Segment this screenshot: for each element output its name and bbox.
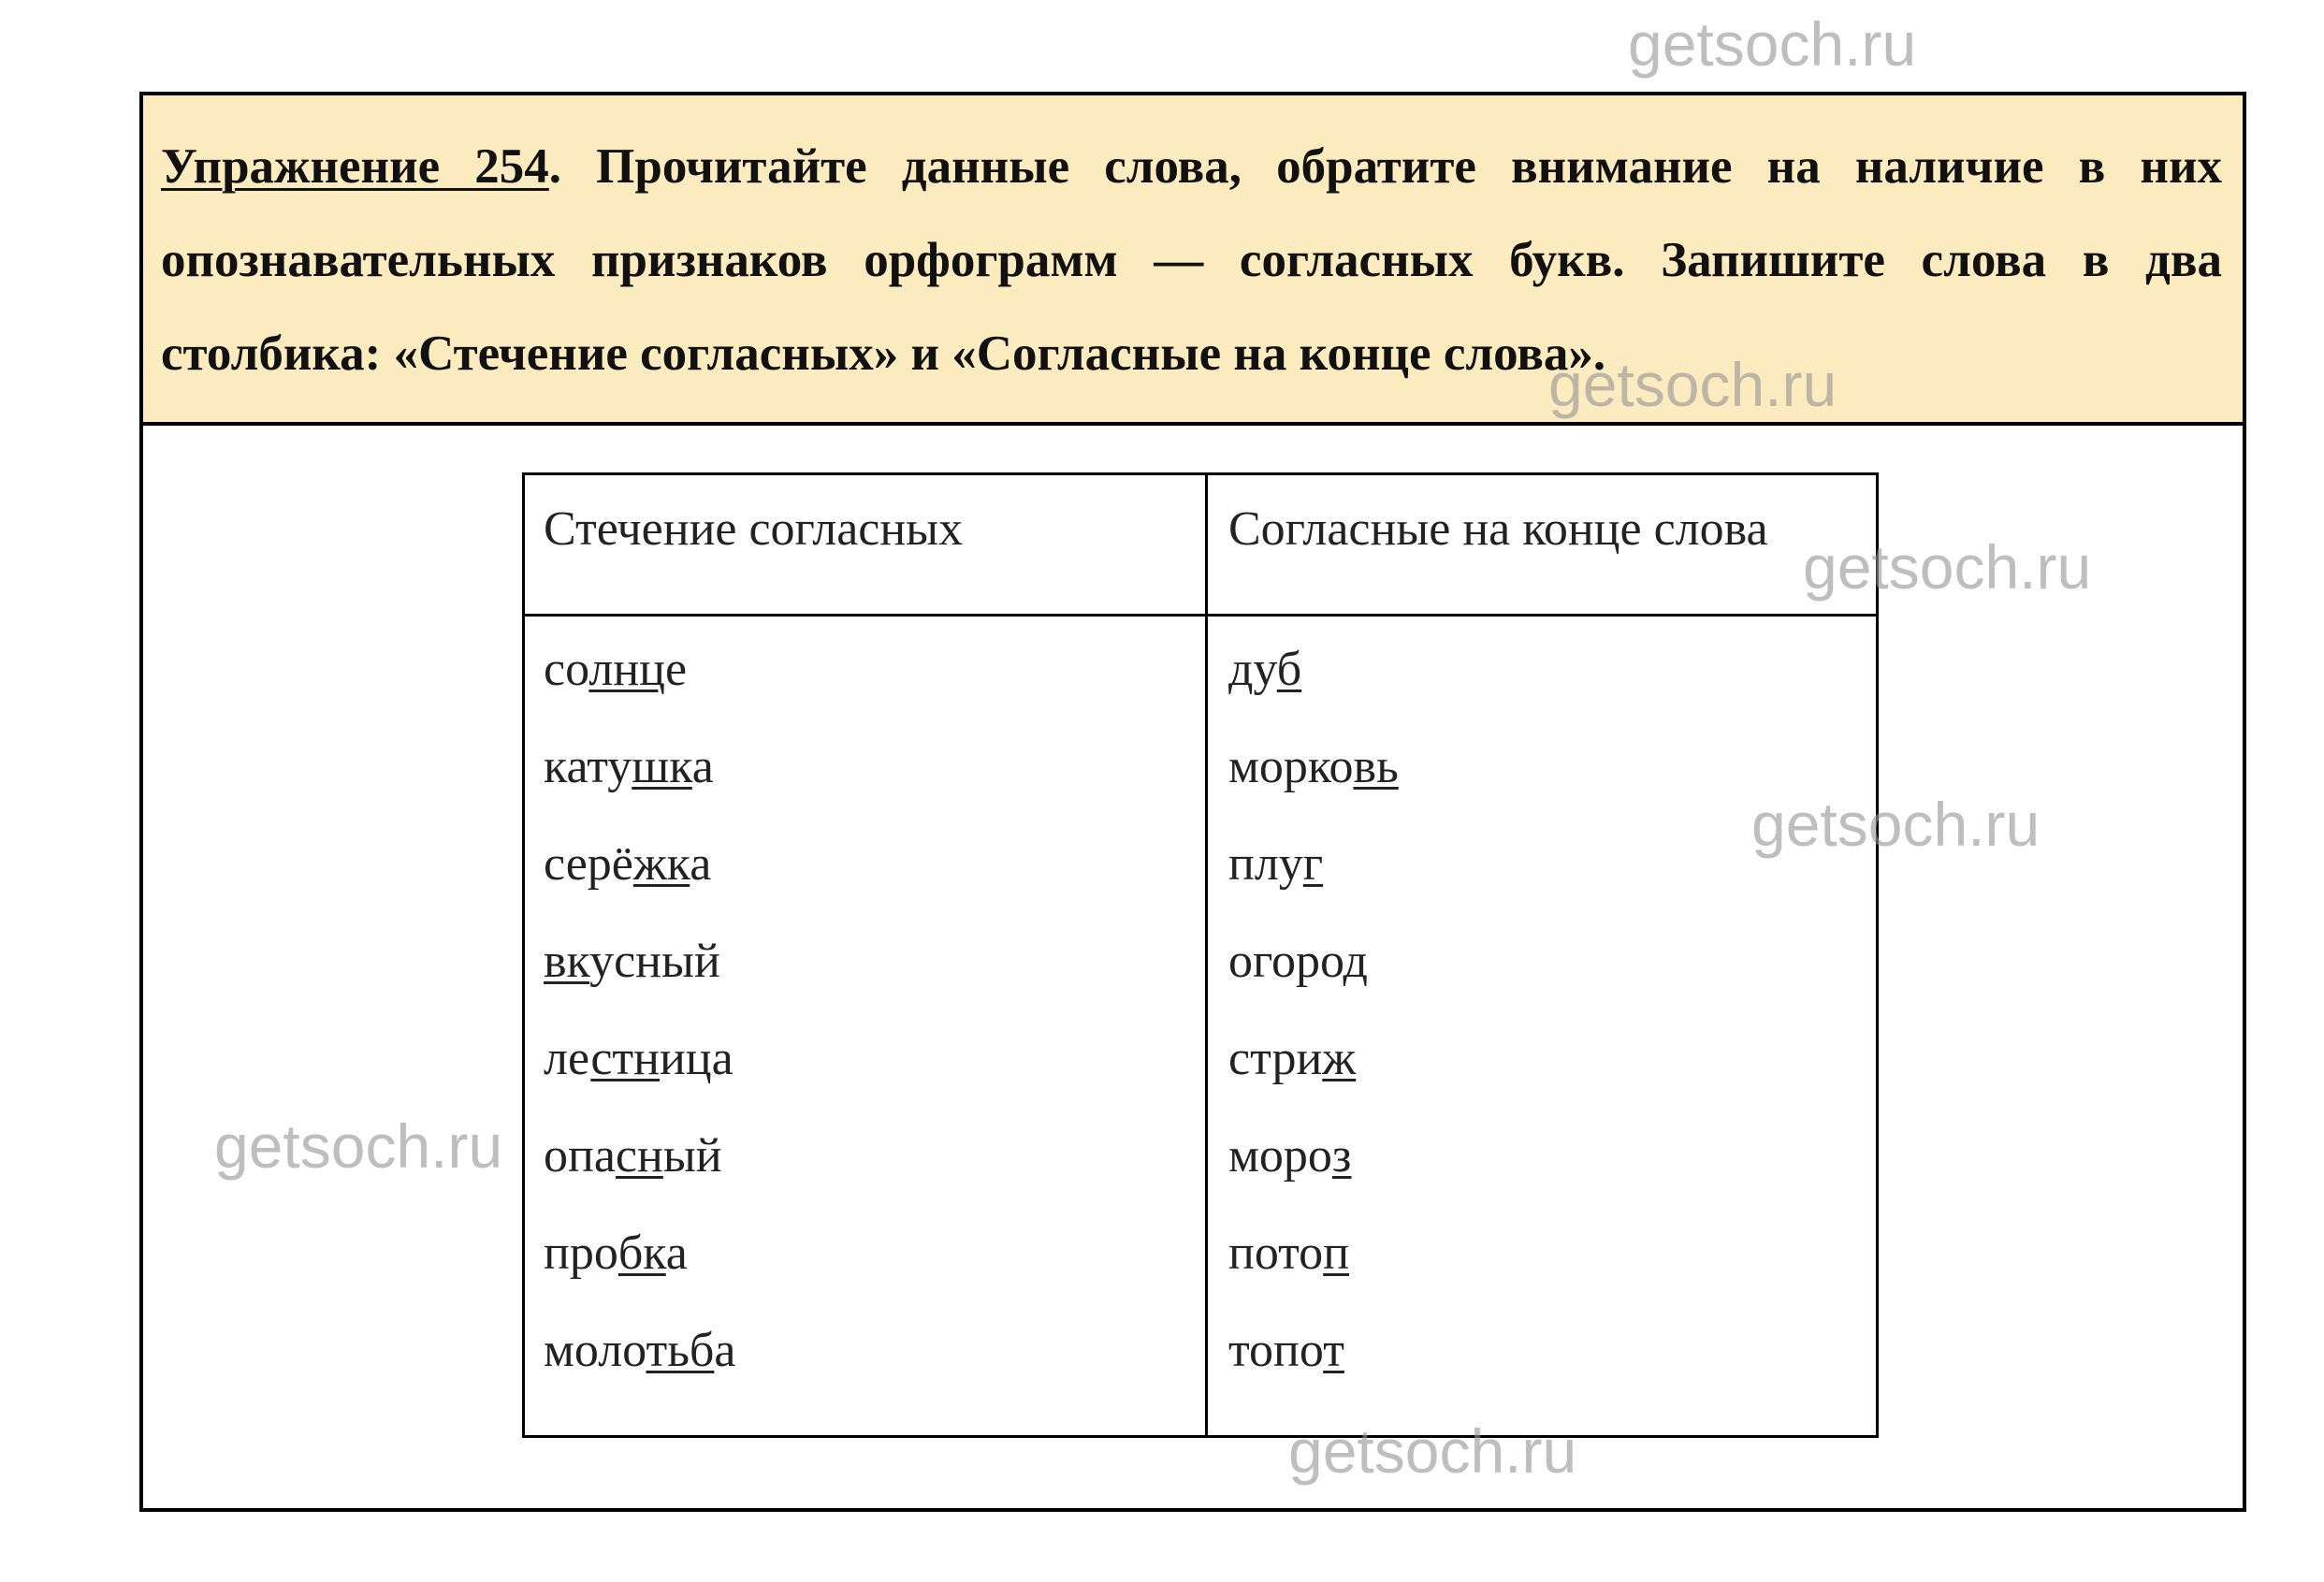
list-item: морковь xyxy=(1228,740,1399,793)
orthogram-underline: шк xyxy=(632,740,692,793)
list-item: плуг xyxy=(1228,837,1324,891)
orthogram-underline: лнц xyxy=(588,643,666,696)
header-divider xyxy=(525,614,1876,617)
orthogram-underline: п xyxy=(1323,1226,1350,1280)
exercise-label: Упражнение 254 xyxy=(161,139,549,194)
list-item: лестница xyxy=(544,1032,734,1085)
list-item: огород xyxy=(1228,935,1369,988)
task-instructions: . Прочитайте данные слова, обратите внимание на наличие в них опознавательных признаков орфограмм — согласных букв. Запишите слова в два столбика: «Стечение согласных» и «Согласные на конце слова». xyxy=(161,139,2222,381)
list-item: стриж xyxy=(1228,1032,1357,1085)
list-item: катушка xyxy=(544,740,714,793)
orthogram-underline: сн xyxy=(615,1129,663,1183)
column-header-final-consonants: Согласные на конце слова xyxy=(1228,502,1768,556)
orthogram-underline: жк xyxy=(632,837,690,891)
column-divider xyxy=(1205,475,1208,1435)
list-item: опасный xyxy=(544,1129,722,1183)
list-item: топот xyxy=(1228,1324,1344,1377)
orthogram-underline: ж xyxy=(1322,1032,1357,1085)
consonant-clusters-list xyxy=(544,642,735,1420)
final-consonants-list xyxy=(1228,642,1399,1420)
column-header-consonant-clusters: Стечение согласных xyxy=(544,502,964,556)
watermark: getsoch.ru xyxy=(214,1111,503,1181)
list-item: вкусный xyxy=(544,935,720,988)
list-item: потоп xyxy=(1228,1226,1350,1280)
list-item: серёжка xyxy=(544,837,712,891)
orthogram-underline: тьб xyxy=(646,1324,715,1377)
orthogram-underline: г xyxy=(1302,837,1324,891)
orthogram-underline: вь xyxy=(1353,740,1399,793)
orthogram-underline: б xyxy=(1276,643,1302,696)
watermark: getsoch.ru xyxy=(1548,350,1837,419)
orthogram-underline: стн xyxy=(590,1032,660,1085)
list-item: дуб xyxy=(1228,643,1302,696)
task-header xyxy=(143,95,2243,426)
list-item: мороз xyxy=(1228,1129,1352,1183)
orthogram-underline: д xyxy=(1343,935,1369,988)
list-item: пробка xyxy=(544,1226,688,1280)
orthogram-underline: бк xyxy=(617,1226,666,1280)
exercise-frame xyxy=(139,92,2246,1512)
orthogram-underline: з xyxy=(1331,1129,1352,1183)
watermark: getsoch.ru xyxy=(1628,9,1917,79)
list-item: молотьба xyxy=(544,1324,736,1377)
watermark: getsoch.ru xyxy=(1751,790,2041,859)
answer-table xyxy=(522,472,1879,1438)
list-item: солнце xyxy=(544,643,688,696)
watermark: getsoch.ru xyxy=(1288,1416,1577,1486)
task-text xyxy=(161,120,2222,400)
orthogram-underline: т xyxy=(1323,1324,1344,1377)
watermark: getsoch.ru xyxy=(1803,532,2092,602)
orthogram-underline: вк xyxy=(544,935,590,988)
